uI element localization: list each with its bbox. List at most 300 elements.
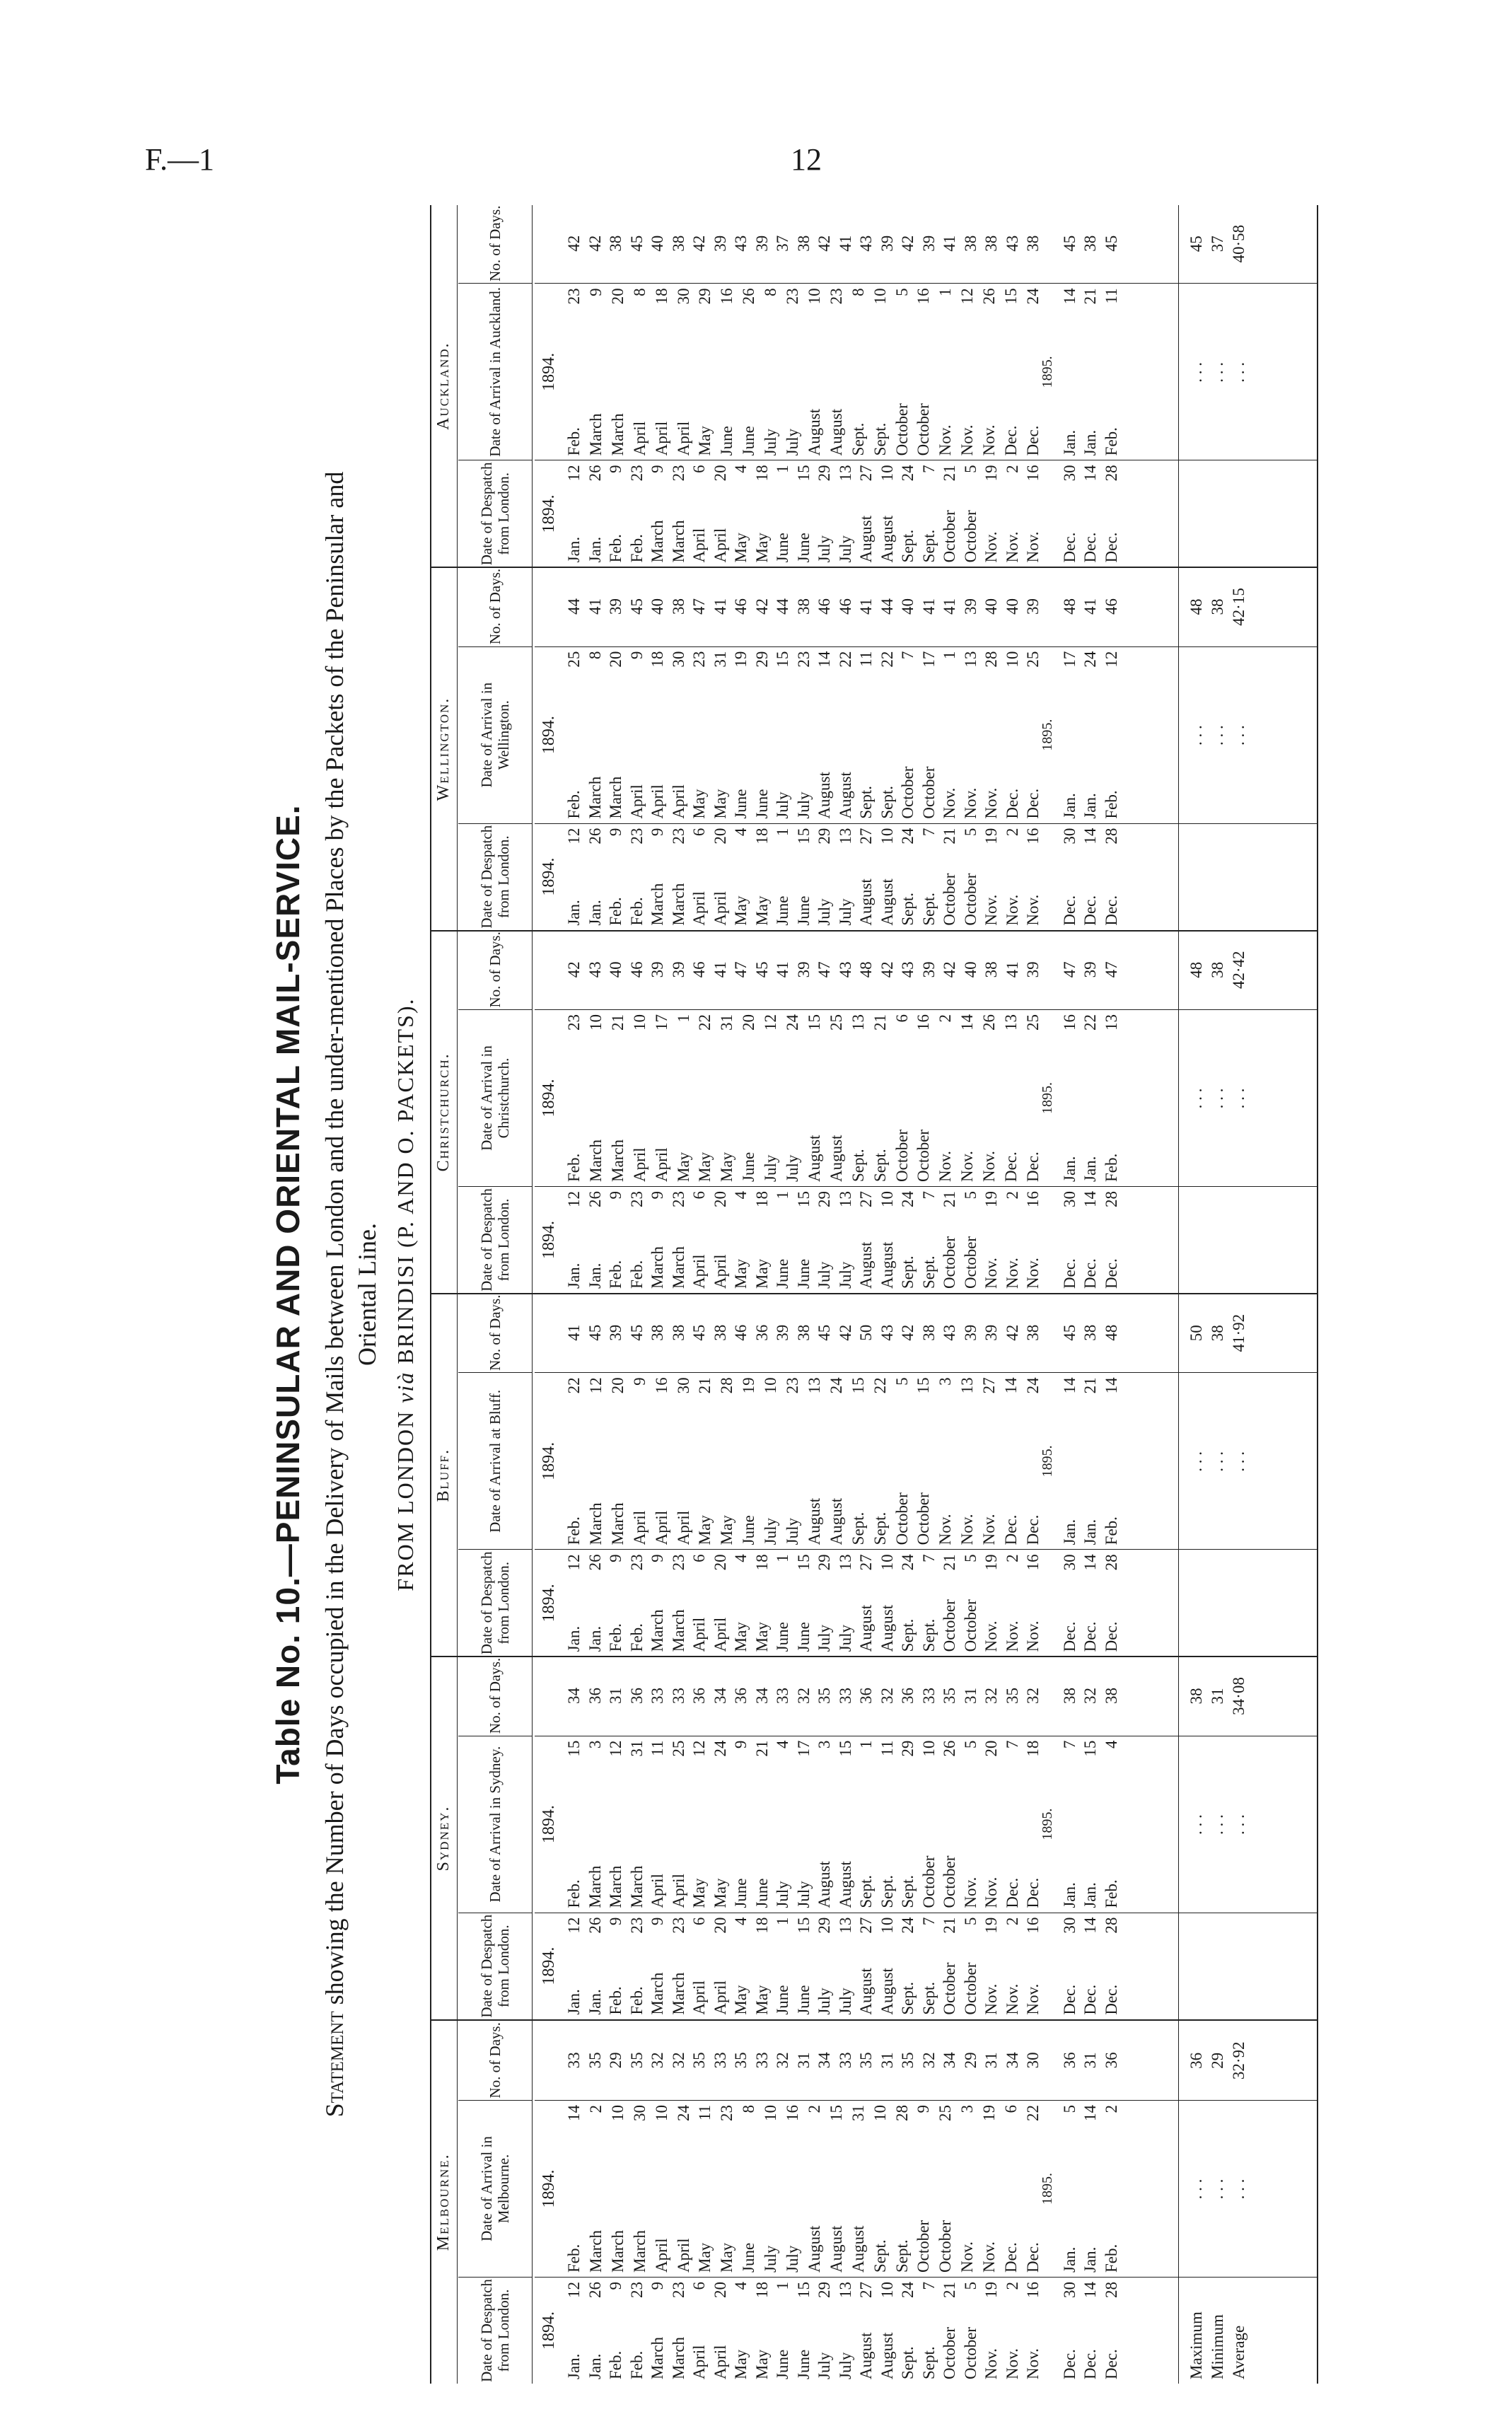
days-value: 34 xyxy=(941,2052,958,2069)
despatch-day: 23 xyxy=(669,1554,687,1571)
arrival-month: March xyxy=(586,1865,604,1908)
despatch-day: 12 xyxy=(565,828,583,845)
days-value: 38 xyxy=(1081,235,1099,252)
days-value: 38 xyxy=(919,1324,938,1341)
arrival-day: 24 xyxy=(1024,288,1042,305)
route-post: BRINDISI (P. AND O. PACKETS). xyxy=(392,997,418,1371)
arrival-month: March xyxy=(586,776,604,819)
summary-value: 40·58 xyxy=(1230,224,1248,263)
arrival-month: May xyxy=(696,426,714,456)
despatch-month: Dec. xyxy=(1060,2349,1078,2379)
year-label: 1894. xyxy=(540,1079,558,1118)
arrival-day: 11 xyxy=(857,651,875,667)
arrival-month: May xyxy=(718,1515,736,1545)
days-value: 39 xyxy=(919,235,938,252)
arrival-month: Dec. xyxy=(1024,425,1042,456)
arrival-month: August xyxy=(827,1497,845,1545)
destination-name: Sydney. xyxy=(434,1805,453,1872)
arrival-day: 17 xyxy=(1060,651,1078,668)
arrival-day: 31 xyxy=(711,651,729,668)
despatch-month: Dec. xyxy=(1081,1258,1099,1289)
arrival-month: May xyxy=(690,789,708,819)
despatch-day: 16 xyxy=(1024,828,1042,845)
despatch-month: April xyxy=(711,2345,729,2379)
arrival-day: 6 xyxy=(1002,2105,1020,2113)
arrival-month: August xyxy=(815,772,833,819)
days-value: 39 xyxy=(1024,961,1042,978)
destination-group xyxy=(431,1294,1317,1657)
arrival-day: 24 xyxy=(711,1740,729,1757)
destination-group xyxy=(431,2021,1317,2384)
despatch-month: October xyxy=(941,873,958,926)
arrival-day: 3 xyxy=(815,1740,833,1749)
days-value: 38 xyxy=(794,235,813,252)
arrival-day: 13 xyxy=(1002,1014,1020,1031)
despatch-month: Jan. xyxy=(565,1989,583,2015)
arrival-month: Dec. xyxy=(1003,1877,1021,1908)
arrival-month: October xyxy=(919,766,938,819)
arrival-month: Nov. xyxy=(958,1151,977,1182)
days-value: 43 xyxy=(836,961,854,978)
arrival-day: 1 xyxy=(941,651,958,660)
despatch-day: 20 xyxy=(711,465,729,482)
despatch-day: 13 xyxy=(836,828,854,845)
arrival-day: 12 xyxy=(762,1014,780,1031)
arrival-month: October xyxy=(936,2220,955,2273)
arrival-day: 10 xyxy=(762,1377,780,1394)
arrival-day: 23 xyxy=(784,288,802,305)
despatch-day: 13 xyxy=(836,1554,854,1571)
despatch-day: 27 xyxy=(857,828,875,845)
days-value: 32 xyxy=(982,1688,1000,1705)
despatch-month: Feb. xyxy=(627,2350,646,2379)
arrival-month: June xyxy=(740,1515,758,1545)
leader-dots: . . . xyxy=(1230,1088,1248,1109)
arrival-month: August xyxy=(849,2225,867,2273)
despatch-month: August xyxy=(857,515,875,563)
arrival-month: Nov. xyxy=(936,1514,955,1545)
days-value: 46 xyxy=(690,961,708,978)
arrival-month: August xyxy=(805,1497,823,1545)
leader-dots: . . . xyxy=(1187,361,1205,383)
despatch-day: 24 xyxy=(899,1554,917,1571)
despatch-month: March xyxy=(649,2336,666,2379)
header-rule xyxy=(457,1657,458,2019)
days-value: 30 xyxy=(1024,2052,1042,2069)
destination-group xyxy=(431,1657,1317,2020)
arrival-month: Dec. xyxy=(1024,2242,1042,2273)
days-value: 34 xyxy=(1003,2052,1021,2069)
arrival-month: June xyxy=(740,1151,758,1182)
despatch-month: April xyxy=(690,528,708,563)
despatch-day: 21 xyxy=(941,1917,958,1934)
arrival-month: Dec. xyxy=(1002,2242,1020,2273)
days-value: 38 xyxy=(607,235,624,252)
arrival-month: Nov. xyxy=(958,424,977,456)
summary-label: Minimum xyxy=(1209,2314,1226,2379)
despatch-day: 9 xyxy=(607,465,624,473)
despatch-day: 12 xyxy=(565,1191,583,1207)
arrival-month: August xyxy=(805,408,823,456)
despatch-day: 19 xyxy=(982,1554,1000,1571)
arrival-day: 12 xyxy=(586,1377,605,1394)
arrival-day: 24 xyxy=(1081,651,1099,668)
arrival-day: 10 xyxy=(586,1014,605,1031)
days-value: 36 xyxy=(752,1324,771,1341)
summary-value: 42·15 xyxy=(1230,588,1248,626)
arrival-day: 20 xyxy=(608,288,627,305)
year-label: 1895. xyxy=(1039,719,1055,751)
mail-table xyxy=(430,205,1318,2384)
arrival-day: 5 xyxy=(1060,2105,1078,2113)
arrival-month: Sept. xyxy=(849,422,867,456)
arrival-month: Jan. xyxy=(1060,1519,1078,1545)
arrival-day: 22 xyxy=(1081,1014,1099,1031)
summary-value: 38 xyxy=(1209,598,1226,615)
arrival-day: 10 xyxy=(805,288,823,305)
despatch-header: Date of Despatch from London. xyxy=(478,2279,512,2382)
header-bottom-rule xyxy=(532,568,533,929)
route-heading xyxy=(392,205,419,2384)
arrival-day: 24 xyxy=(674,2105,692,2121)
despatch-day: 26 xyxy=(586,1917,604,1934)
days-value: 41 xyxy=(836,235,854,252)
arrival-month: May xyxy=(711,1878,729,1908)
despatch-day: 7 xyxy=(919,2282,938,2290)
summary-value: 48 xyxy=(1187,961,1205,978)
despatch-day: 7 xyxy=(919,1191,938,1200)
arrival-day: 10 xyxy=(762,2105,780,2121)
arrival-month: May xyxy=(718,2242,736,2273)
despatch-month: June xyxy=(774,1258,791,1289)
arrival-day: 24 xyxy=(784,1014,802,1031)
arrival-month: April xyxy=(652,1510,670,1545)
despatch-month: Dec. xyxy=(1102,1621,1120,1652)
despatch-day: 19 xyxy=(982,828,1000,845)
despatch-day: 28 xyxy=(1102,1917,1120,1934)
despatch-month: Jan. xyxy=(586,1625,604,1652)
days-value: 29 xyxy=(961,2052,979,2069)
despatch-month: August xyxy=(857,878,875,926)
despatch-day: 21 xyxy=(941,1191,958,1207)
despatch-month: Dec. xyxy=(1081,532,1099,563)
despatch-day: 28 xyxy=(1102,465,1120,482)
despatch-day: 30 xyxy=(1060,465,1078,482)
despatch-month: April xyxy=(711,528,729,563)
summary-value: 45 xyxy=(1187,236,1205,253)
despatch-month: June xyxy=(794,895,813,926)
arrival-month: June xyxy=(732,1878,750,1908)
despatch-day: 27 xyxy=(857,1191,875,1207)
despatch-day: 10 xyxy=(878,1917,896,1934)
arrival-month: Nov. xyxy=(982,1876,1000,1908)
arrival-month: Feb. xyxy=(1102,1516,1120,1545)
despatch-month: Sept. xyxy=(899,1255,917,1289)
despatch-month: Nov. xyxy=(1003,1258,1021,1289)
despatch-month: August xyxy=(857,1241,875,1289)
summary-value: 42·42 xyxy=(1230,951,1248,990)
arrival-day: 14 xyxy=(1102,1377,1120,1394)
arrival-header: Date of Arrival in Wellington. xyxy=(458,647,532,824)
days-value: 38 xyxy=(794,598,813,615)
days-value: 35 xyxy=(732,2052,750,2069)
arrival-day: 9 xyxy=(630,1377,649,1386)
arrival-day: 21 xyxy=(608,1014,627,1031)
arrival-month: Jan. xyxy=(1060,1882,1078,1908)
days-value: 39 xyxy=(607,1324,624,1341)
arrival-month: Jan. xyxy=(1060,793,1078,819)
arrival-day: 16 xyxy=(718,288,736,305)
arrival-header: Date of Arrival in Sydney. xyxy=(458,1736,532,1913)
despatch-month: March xyxy=(669,520,687,563)
despatch-month: Jan. xyxy=(586,536,604,563)
despatch-month: June xyxy=(774,2349,791,2379)
despatch-month: Nov. xyxy=(982,1258,1000,1289)
despatch-month: Feb. xyxy=(627,534,646,563)
despatch-month: October xyxy=(961,1599,979,1652)
despatch-month: April xyxy=(711,891,729,926)
arrival-month: April xyxy=(630,1510,649,1545)
days-value: 45 xyxy=(1060,235,1078,252)
days-value: 38 xyxy=(669,598,687,615)
arrival-month: Feb. xyxy=(1102,1879,1120,1908)
days-value: 41 xyxy=(919,598,938,615)
despatch-month: August xyxy=(878,1241,896,1289)
days-value: 44 xyxy=(878,598,896,615)
despatch-day: 6 xyxy=(690,465,708,473)
despatch-month: August xyxy=(878,878,896,926)
arrival-month: April xyxy=(630,421,649,456)
arrival-day: 23 xyxy=(784,1377,802,1394)
days-value: 38 xyxy=(1081,1324,1099,1341)
days-value: 33 xyxy=(669,1688,687,1705)
days-value: 43 xyxy=(1003,235,1021,252)
arrival-month: July xyxy=(774,791,791,819)
despatch-month: Nov. xyxy=(1024,1258,1042,1289)
despatch-day: 4 xyxy=(732,1554,750,1562)
despatch-month: October xyxy=(961,1236,979,1289)
arrival-month: March xyxy=(608,1502,627,1545)
summary-value: 50 xyxy=(1187,1325,1205,1342)
arrival-month: Nov. xyxy=(982,787,1000,819)
despatch-month: May xyxy=(732,1258,750,1289)
despatch-day: 2 xyxy=(1003,1191,1021,1200)
arrival-day: 23 xyxy=(794,651,813,668)
arrival-day: 11 xyxy=(649,1740,666,1756)
despatch-day: 9 xyxy=(607,1554,624,1562)
despatch-day: 27 xyxy=(857,1917,875,1934)
year-label: 1894. xyxy=(540,1221,558,1259)
leader-dots: . . . xyxy=(1230,1814,1248,1835)
arrival-month: June xyxy=(740,426,758,456)
days-value: 47 xyxy=(1102,961,1120,978)
header-rule xyxy=(457,932,458,1293)
despatch-day: 1 xyxy=(774,2282,791,2290)
arrival-day: 14 xyxy=(1002,1377,1020,1394)
arrival-month: June xyxy=(740,2242,758,2273)
days-value: 46 xyxy=(815,598,833,615)
arrival-day: 30 xyxy=(674,288,692,305)
days-value: 45 xyxy=(586,1324,604,1341)
year-label: 1895. xyxy=(1039,1082,1055,1114)
leader-dots: . . . xyxy=(1209,1814,1226,1835)
days-value: 39 xyxy=(878,235,896,252)
arrival-month: August xyxy=(805,2225,823,2273)
days-value: 34 xyxy=(752,1688,771,1705)
despatch-month: March xyxy=(669,1972,687,2015)
despatch-day: 16 xyxy=(1024,1554,1042,1571)
days-value: 33 xyxy=(774,1688,791,1705)
despatch-month: July xyxy=(836,1261,854,1289)
days-value: 46 xyxy=(732,598,750,615)
despatch-month: Feb. xyxy=(607,897,624,926)
days-value: 43 xyxy=(857,235,875,252)
despatch-day: 4 xyxy=(732,465,750,473)
year-label: 1894. xyxy=(540,1441,558,1480)
arrival-day: 23 xyxy=(718,2105,736,2121)
despatch-month: Nov. xyxy=(1003,1620,1021,1652)
days-value: 45 xyxy=(690,1324,708,1341)
despatch-month: Sept. xyxy=(899,2346,917,2379)
despatch-month: Sept. xyxy=(919,1255,938,1289)
despatch-day: 15 xyxy=(794,1554,813,1571)
arrival-day: 16 xyxy=(784,2105,802,2121)
days-value: 48 xyxy=(1060,598,1078,615)
arrival-month: May xyxy=(718,1151,736,1182)
arrival-header: Date of Arrival in Melbourne. xyxy=(458,2101,532,2278)
despatch-day: 28 xyxy=(1102,1554,1120,1571)
arrival-header: Date of Arrival in Auckland. xyxy=(458,284,532,460)
days-value: 32 xyxy=(878,1688,896,1705)
despatch-day: 26 xyxy=(586,465,604,482)
despatch-month: July xyxy=(815,1625,833,1652)
destination-group xyxy=(431,932,1317,1294)
despatch-day: 20 xyxy=(711,828,729,845)
despatch-day: 29 xyxy=(815,465,833,482)
arrival-day: 11 xyxy=(696,2105,714,2121)
arrival-day: 24 xyxy=(827,1377,845,1394)
arrival-month: Feb. xyxy=(565,790,583,819)
days-value: 40 xyxy=(961,961,979,978)
arrival-month: Nov. xyxy=(958,1514,977,1545)
arrival-month: July xyxy=(762,1518,780,1545)
days-value: 47 xyxy=(690,598,708,615)
despatch-month: March xyxy=(669,1246,687,1289)
arrival-day: 25 xyxy=(827,1014,845,1031)
table-number: Table No. 10. xyxy=(269,1577,306,1785)
despatch-month: July xyxy=(815,1988,833,2015)
despatch-day: 23 xyxy=(669,1191,687,1207)
despatch-header: Date of Despatch from London. xyxy=(478,462,512,566)
despatch-month: May xyxy=(732,2349,750,2379)
despatch-day: 19 xyxy=(982,2282,1000,2298)
despatch-month: June xyxy=(794,1258,813,1289)
days-value: 45 xyxy=(815,1324,833,1341)
summary-value: 31 xyxy=(1209,1688,1226,1705)
days-value: 48 xyxy=(857,961,875,978)
despatch-month: Feb. xyxy=(607,1623,624,1652)
arrival-month: Sept. xyxy=(892,2239,911,2273)
arrival-day: 21 xyxy=(871,1014,889,1031)
days-value: 38 xyxy=(1024,1324,1042,1341)
arrival-month: May xyxy=(690,1878,708,1908)
days-value: 38 xyxy=(794,1324,813,1341)
arrival-month: May xyxy=(696,1151,714,1182)
days-value: 42 xyxy=(752,598,771,615)
days-value: 39 xyxy=(711,235,729,252)
despatch-day: 10 xyxy=(878,2282,896,2298)
despatch-column xyxy=(535,1550,1317,1656)
despatch-day: 16 xyxy=(1024,1191,1042,1207)
despatch-month: Sept. xyxy=(919,1982,938,2015)
days-value: 39 xyxy=(919,961,938,978)
despatch-month: July xyxy=(815,535,833,563)
days-value: 40 xyxy=(899,598,917,615)
despatch-header: Date of Despatch from London. xyxy=(478,1914,512,2018)
header-bottom-rule xyxy=(532,2021,533,2384)
despatch-day: 6 xyxy=(690,1917,708,1926)
arrival-month: May xyxy=(711,789,729,819)
despatch-month: Dec. xyxy=(1081,1984,1099,2015)
arrival-month: April xyxy=(674,2238,692,2273)
despatch-day: 20 xyxy=(711,1554,729,1571)
leader-dots: . . . xyxy=(1209,1451,1226,1472)
arrival-day: 13 xyxy=(961,651,979,668)
despatch-day: 29 xyxy=(815,1191,833,1207)
arrival-month: Dec. xyxy=(1024,788,1042,819)
despatch-month: Dec. xyxy=(1102,895,1120,926)
arrival-month: Sept. xyxy=(878,786,896,819)
days-value: 42 xyxy=(878,961,896,978)
despatch-month: Jan. xyxy=(586,1989,604,2015)
page-number: 12 xyxy=(791,142,822,177)
days-value: 35 xyxy=(627,2052,646,2069)
arrival-day: 1 xyxy=(936,288,955,296)
despatch-day: 15 xyxy=(794,828,813,845)
days-value: 32 xyxy=(649,2052,666,2069)
despatch-month: Dec. xyxy=(1081,895,1099,926)
arrival-month: Jan. xyxy=(1081,1519,1099,1545)
despatch-day: 13 xyxy=(836,2282,854,2298)
arrival-month: June xyxy=(732,789,750,819)
arrival-day: 13 xyxy=(958,1377,977,1394)
arrival-day: 21 xyxy=(752,1740,771,1757)
arrival-month: Jan. xyxy=(1060,2246,1078,2273)
days-header: No. of Days. xyxy=(458,2021,532,2101)
arrival-month: Sept. xyxy=(849,1149,867,1182)
arrival-day: 12 xyxy=(1102,651,1120,668)
despatch-month: Feb. xyxy=(607,2350,624,2379)
days-value: 46 xyxy=(627,961,646,978)
arrival-day: 10 xyxy=(652,2105,670,2121)
leader-dots: . . . xyxy=(1209,725,1226,746)
despatch-month: July xyxy=(815,2352,833,2379)
despatch-month: May xyxy=(752,1258,771,1289)
days-value: 35 xyxy=(857,2052,875,2069)
despatch-day: 30 xyxy=(1060,828,1078,845)
arrival-day: 18 xyxy=(649,651,666,668)
arrival-month: March xyxy=(586,1139,605,1182)
days-value: 42 xyxy=(815,235,833,252)
days-value: 40 xyxy=(649,235,666,252)
arrival-month: October xyxy=(892,1492,911,1545)
arrival-day: 26 xyxy=(980,1014,999,1031)
leader-dots: . . . xyxy=(1187,725,1205,746)
leader-dots: . . . xyxy=(1209,361,1226,383)
despatch-month: June xyxy=(794,533,813,563)
arrival-day: 18 xyxy=(652,288,670,305)
days-value: 40 xyxy=(607,961,624,978)
